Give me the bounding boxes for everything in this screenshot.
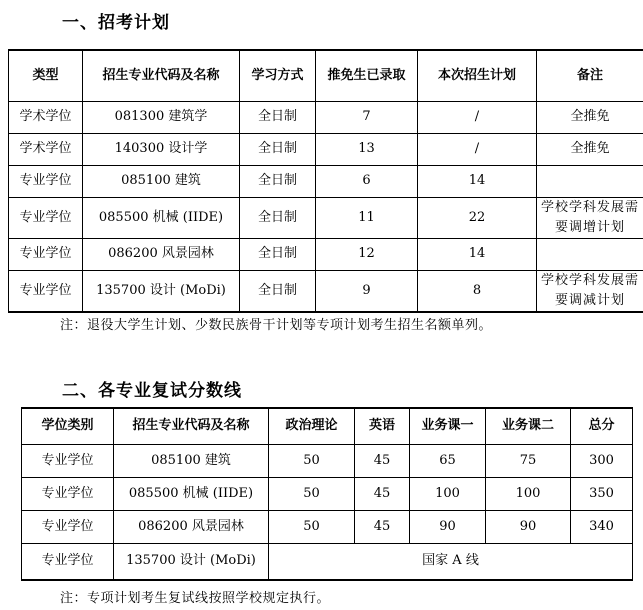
plan-footnote: 注：退役大学生计划、少数民族骨干计划等专项计划考生招生名额单列。 xyxy=(60,318,493,333)
table-cell: 135700 设计 (MoDi) xyxy=(114,543,269,580)
remark-cell: 学校学科发展需要调减计划 xyxy=(537,270,643,312)
table-cell: 14 xyxy=(418,238,537,270)
table-cell: 9 xyxy=(316,270,418,312)
header-cell: 业务课一 xyxy=(410,408,486,444)
table-cell: 100 xyxy=(410,477,486,510)
table-cell: 14 xyxy=(418,165,537,197)
table-cell: 专业学位 xyxy=(22,543,114,580)
header-cell: 政治理论 xyxy=(269,408,355,444)
table-row xyxy=(9,197,643,238)
table-cell: 140300 设计学 xyxy=(83,133,240,165)
header-cell: 总分 xyxy=(571,408,633,444)
header-cell: 本次招生计划 xyxy=(418,50,537,101)
table-row xyxy=(22,477,633,510)
admission-plan-table xyxy=(8,49,643,313)
table-cell: 50 xyxy=(269,477,355,510)
table-cell: / xyxy=(418,133,537,165)
table-cell: 340 xyxy=(571,510,633,543)
header-cell: 推免生已录取 xyxy=(316,50,418,101)
table-header-row xyxy=(9,50,643,101)
table-row xyxy=(9,101,643,133)
table-cell: 6 xyxy=(316,165,418,197)
table-cell: 全日制 xyxy=(240,133,316,165)
table-cell: 7 xyxy=(316,101,418,133)
section-heading-scores: 二、各专业复试分数线 xyxy=(62,381,242,401)
table-cell: 085100 建筑 xyxy=(114,444,269,477)
table-row xyxy=(9,133,643,165)
table-row xyxy=(9,238,643,270)
header-cell: 英语 xyxy=(355,408,410,444)
table-cell: 全日制 xyxy=(240,101,316,133)
table-cell: 专业学位 xyxy=(9,165,83,197)
table-cell: 全日制 xyxy=(240,270,316,312)
table-cell: 22 xyxy=(418,197,537,238)
table-cell: 专业学位 xyxy=(22,510,114,543)
table-row xyxy=(22,510,633,543)
table-cell: 50 xyxy=(269,510,355,543)
table-cell: 专业学位 xyxy=(22,477,114,510)
header-cell: 业务课二 xyxy=(486,408,571,444)
header-cell: 招生专业代码及名称 xyxy=(114,408,269,444)
table-cell: 45 xyxy=(355,444,410,477)
table-cell: 350 xyxy=(571,477,633,510)
table-row xyxy=(9,165,643,197)
table-cell: 086200 风景园林 xyxy=(114,510,269,543)
national-line-cell: 国家 A 线 xyxy=(269,543,633,580)
table-cell: 90 xyxy=(410,510,486,543)
table-cell: 全推免 xyxy=(537,101,643,133)
table-cell: 全日制 xyxy=(240,197,316,238)
header-cell: 备注 xyxy=(537,50,643,101)
table-row xyxy=(9,270,643,312)
table-cell: 专业学位 xyxy=(22,444,114,477)
header-cell: 招生专业代码及名称 xyxy=(83,50,240,101)
score-footnote: 注：专项计划考生复试线按照学校规定执行。 xyxy=(60,591,331,606)
table-cell: 学术学位 xyxy=(9,101,83,133)
table-cell: 学术学位 xyxy=(9,133,83,165)
table-cell: 085500 机械 (IIDE) xyxy=(83,197,240,238)
table-cell: 085100 建筑 xyxy=(83,165,240,197)
table-row xyxy=(22,543,633,580)
retest-score-table xyxy=(21,407,633,581)
table-row xyxy=(22,444,633,477)
table-cell: 135700 设计 (MoDi) xyxy=(83,270,240,312)
table-cell: 全日制 xyxy=(240,165,316,197)
table-cell xyxy=(537,238,643,270)
table-cell: 086200 风景园林 xyxy=(83,238,240,270)
table-cell: 8 xyxy=(418,270,537,312)
table-cell: 085500 机械 (IIDE) xyxy=(114,477,269,510)
table-cell: 300 xyxy=(571,444,633,477)
table-cell: 全推免 xyxy=(537,133,643,165)
table-cell: 专业学位 xyxy=(9,270,83,312)
table-cell: 专业学位 xyxy=(9,238,83,270)
table-cell: 65 xyxy=(410,444,486,477)
table-cell: 11 xyxy=(316,197,418,238)
table-cell: 专业学位 xyxy=(9,197,83,238)
table-cell: 全日制 xyxy=(240,238,316,270)
header-cell: 类型 xyxy=(9,50,83,101)
table-cell: 13 xyxy=(316,133,418,165)
table-cell: 75 xyxy=(486,444,571,477)
table-cell: 45 xyxy=(355,477,410,510)
table-cell: 50 xyxy=(269,444,355,477)
table-cell: 100 xyxy=(486,477,571,510)
table-cell: / xyxy=(418,101,537,133)
table-cell: 081300 建筑学 xyxy=(83,101,240,133)
table-header-row xyxy=(22,408,633,444)
remark-cell: 学校学科发展需要调增计划 xyxy=(537,197,643,238)
header-cell: 学习方式 xyxy=(240,50,316,101)
table-cell xyxy=(537,165,643,197)
header-cell: 学位类别 xyxy=(22,408,114,444)
section-heading-plan: 一、招考计划 xyxy=(62,13,170,33)
table-cell: 12 xyxy=(316,238,418,270)
table-cell: 90 xyxy=(486,510,571,543)
table-cell: 45 xyxy=(355,510,410,543)
